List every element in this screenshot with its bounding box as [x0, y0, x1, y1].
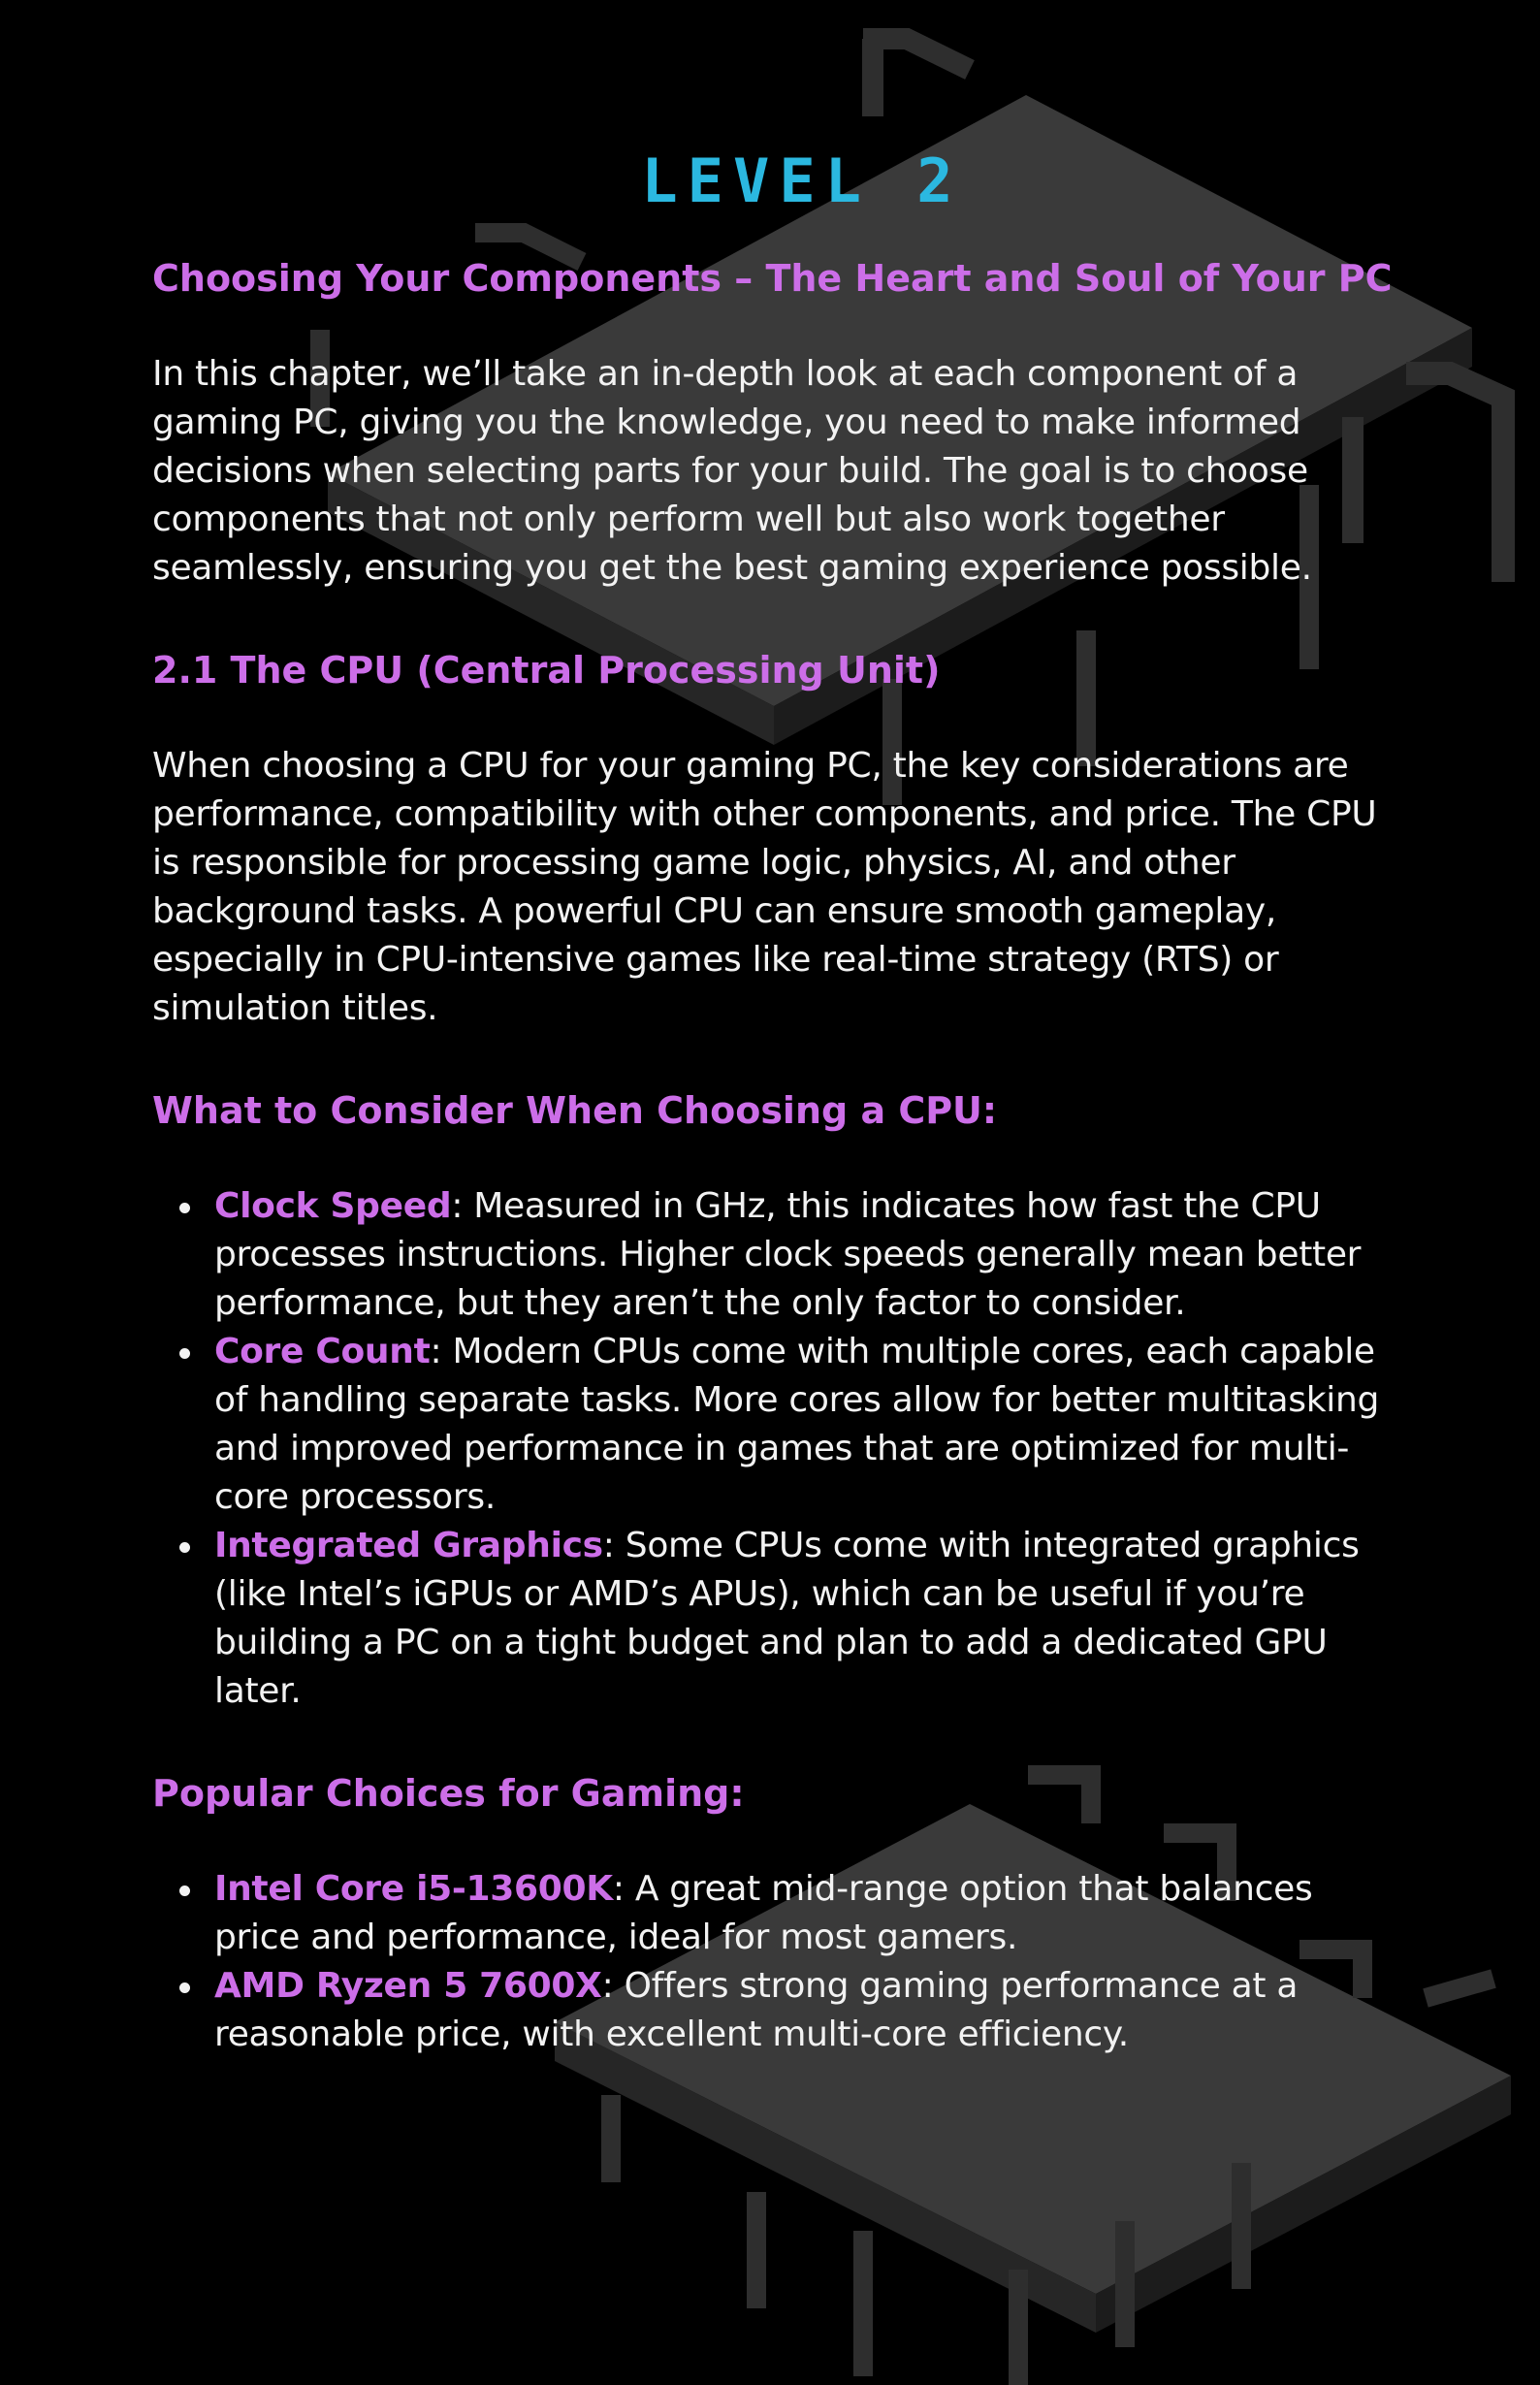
bullet-icon — [179, 1348, 190, 1359]
term-label: Intel Core i5-13600K — [214, 1869, 613, 1909]
term-description: : Some CPUs come with integrated graphics (like Intel’s iGPUs or AMD’s APUs), which can be useful if you’re building a PC on a tight budget and plan to add a dedicated GPU later. — [214, 1526, 1360, 1711]
cpu-intro: When choosing a CPU for your gaming PC, the key considerations are performance, compatibility with other components, and price. The CPU is responsible for processing game logic, physics, AI, and other background tasks. A powerful CPU can ensure smooth gameplay, especially in CPU-intensive games like real-time strategy (RTS) or simulation titles. — [152, 746, 1377, 1028]
list-item — [152, 1865, 1403, 1962]
term-label: Clock Speed — [214, 1186, 452, 1226]
list-item — [152, 1328, 1403, 1522]
cpu-heading: 2.1 The CPU (Central Processing Unit) — [152, 649, 941, 692]
chapter-heading: Choosing Your Components – The Heart and Soul of Your PC — [152, 257, 1393, 300]
bullet-icon — [179, 1542, 190, 1553]
term-description: : Offers strong gaming performance at a reasonable price, with excellent multi-core efficiency. — [214, 1966, 1299, 2054]
term-label: Core Count — [214, 1332, 431, 1371]
term-description: : Modern CPUs come with multiple cores, each capable of handling separate tasks. More cores allow for better multitasking and improved performance in games that are optimized for multi-core processors. — [214, 1332, 1380, 1517]
bullet-icon — [179, 1203, 190, 1213]
term-description: : Measured in GHz, this indicates how fast the CPU processes instructions. Higher clock speeds generally mean better performance, but they aren’t the only factor to consider. — [214, 1186, 1362, 1323]
list-item — [152, 1182, 1403, 1328]
level-title: LEVEL 2 — [641, 145, 963, 216]
list-item — [152, 1962, 1403, 2059]
chapter-intro: In this chapter, we’ll take an in-depth look at each component of a gaming PC, giving you the knowledge, you need to make informed decisions when selecting parts for your build. The goal is to choose components that not only perform well but also work together seamlessly, ensuring you get the best gaming experience possible. — [152, 354, 1312, 588]
consider-list — [152, 1182, 1403, 1716]
popular-heading: Popular Choices for Gaming: — [152, 1772, 745, 1815]
term-label: Integrated Graphics — [214, 1526, 603, 1565]
bullet-icon — [179, 1885, 190, 1896]
page-content — [152, 145, 1403, 2113]
popular-list — [152, 1865, 1403, 2059]
bullet-icon — [179, 1982, 190, 1993]
term-description: : A great mid-range option that balances price and performance, ideal for most gamers. — [214, 1869, 1313, 1957]
list-item — [152, 1522, 1403, 1716]
consider-heading: What to Consider When Choosing a CPU: — [152, 1089, 998, 1132]
term-label: AMD Ryzen 5 7600X — [214, 1966, 602, 2006]
